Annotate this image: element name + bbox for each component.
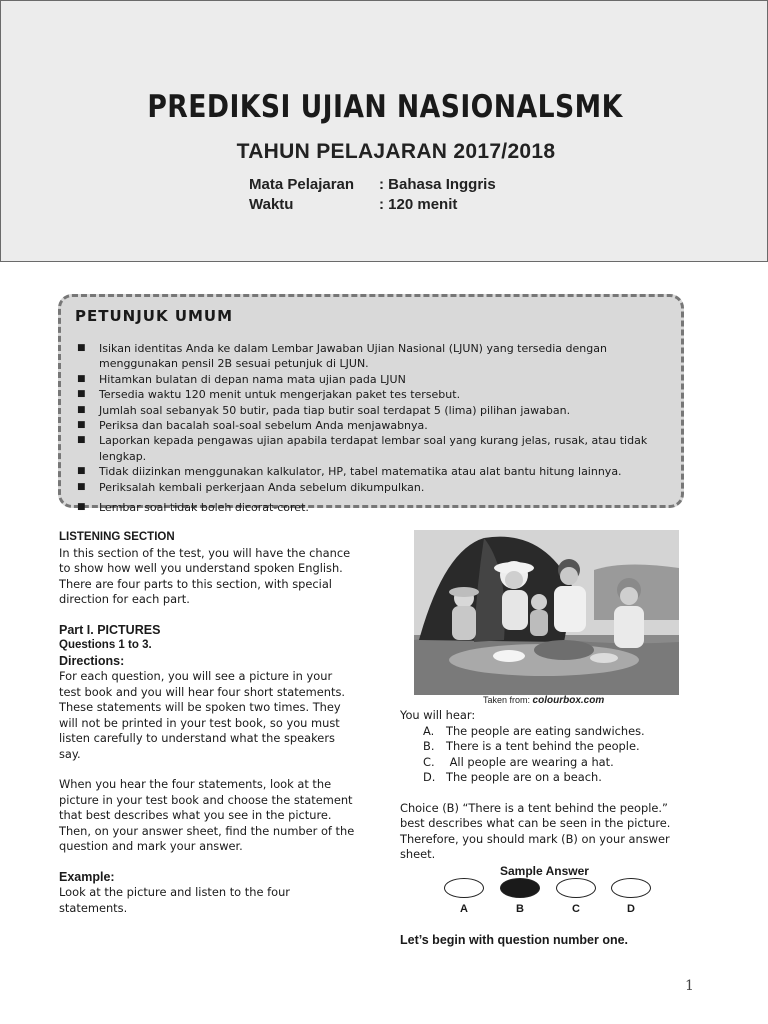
meta-subject-value: : Bahasa Inggris: [379, 176, 496, 193]
list-item: ■ Tersedia waktu 120 menit untuk mengerjakan paket tes tersebut.: [77, 388, 461, 402]
header-banner: [0, 0, 768, 262]
list-item: ■ Laporkan kepada pengawas ujian apabila terdapat lembar soal yang kurang jelas, rusak, atau tidak lengkap.: [77, 434, 648, 463]
section-heading: LISTENING SECTION: [59, 531, 175, 543]
family-picnic-photo: [414, 530, 679, 695]
answer-bubble-a: [444, 878, 484, 898]
list-item: ■ Lembar soal tidak boleh dicorat-coret.: [77, 501, 309, 515]
example-explanation: Choice (B) “There is a tent behind the people.” best describes what can be seen in the picture. Therefore, you should mark (B) on your answer sheet.: [400, 800, 671, 861]
square-bullet-icon: ■: [77, 389, 86, 400]
answer-bubble-d: [611, 878, 651, 898]
example-instruction: Look at the picture and listen to the four statements.: [59, 885, 290, 915]
meta-time-value: : 120 menit: [379, 196, 458, 213]
directions-text-2: When you hear the four statements, look at the picture in your test book and choose the statement that best describes what you see in the picture. Then, on your answer sheet, find the number of the question and mark your answer.: [59, 777, 355, 853]
example-heading: Example:: [59, 869, 115, 884]
list-item: ■ Hitamkan bulatan di depan nama mata ujian pada LJUN: [77, 372, 406, 386]
square-bullet-icon: ■: [77, 343, 86, 353]
answer-bubble-b: [500, 878, 540, 898]
list-item: ■ Isikan identitas Anda ke dalam Lembar Jawaban Ujian Nasional (LJUN) yang tersedia dengan menggunakan pensil 2B sesuai petunjuk di LJUN.: [77, 342, 607, 371]
questions-range: Questions 1 to 3.: [59, 639, 152, 651]
meta-time: [249, 196, 457, 213]
general-instructions-box: [58, 294, 684, 515]
page-number: 1: [685, 978, 694, 994]
instructions-list: [77, 341, 677, 515]
square-bullet-icon: ■: [77, 420, 86, 431]
list-item: ■ Jumlah soal sebanyak 50 butir, pada tiap butir soal terdapat 5 (lima) pilihan jawaban.: [77, 403, 571, 417]
list-item: B. There is a tent behind the people.: [423, 739, 640, 753]
meta-time-label: Waktu: [249, 196, 294, 213]
instructions-title: PETUNJUK UMUM: [75, 307, 234, 325]
bubble-label-a: A: [460, 903, 468, 915]
list-item: ■ Periksalah kembali perkerjaan Anda sebelum dikumpulkan.: [77, 480, 425, 494]
square-bullet-icon: ■: [77, 404, 86, 415]
meta-subject-label: Mata Pelajaran: [249, 176, 355, 193]
meta-subject: [249, 176, 496, 193]
credit-source: colourbox.com: [532, 695, 605, 706]
list-item: A. The people are eating sandwiches.: [423, 723, 645, 738]
part-heading: Part I. PICTURES: [59, 622, 161, 637]
answer-bubble-c: [556, 878, 596, 898]
square-bullet-icon: ■: [77, 481, 86, 492]
bubble-label-d: D: [627, 903, 635, 915]
list-item: D. The people are on a beach.: [423, 770, 602, 784]
directions-text: For each question, you will see a picture in your test book and you will hear four short statements. These statements will be spoken two times. They will not be printed in your test book, so you must listen carefully to understand what the speakers say.: [59, 669, 346, 761]
list-item: ■ Periksa dan bacalah soal-soal sebelum Anda menjawabnya.: [77, 419, 428, 433]
section-intro: In this section of the test, you will have the chance to show how well you understand spoken English. There are four parts to this section, with special direction for each part.: [59, 545, 351, 606]
square-bullet-icon: ■: [77, 466, 86, 477]
bubble-label-b: B: [516, 903, 524, 915]
you-will-hear-label: You will hear:: [400, 708, 476, 722]
photo-credit: [483, 695, 604, 706]
bubble-label-c: C: [572, 903, 580, 915]
picnic-scene-illustration: [414, 530, 679, 695]
list-item: ■ Tidak diizinkan menggunakan kalkulator, HP, tabel matematika atau alat bantu hitung lainnya.: [77, 465, 622, 479]
sample-answer-title: Sample Answer: [500, 864, 589, 878]
listening-section: [59, 530, 357, 916]
page-title: PREDIKSI UJIAN NASIONALSMK: [147, 89, 623, 125]
directions-heading: Directions:: [59, 653, 125, 668]
academic-year: TAHUN PELAJARAN 2017/2018: [236, 140, 556, 163]
square-bullet-icon: ■: [77, 435, 86, 446]
example-block: [400, 708, 696, 863]
begin-instruction: Let’s begin with question number one.: [400, 933, 629, 947]
square-bullet-icon: ■: [77, 502, 86, 513]
square-bullet-icon: ■: [77, 373, 86, 384]
list-item: C. All people are wearing a hat.: [423, 754, 614, 769]
credit-label: Taken from:: [483, 695, 531, 705]
